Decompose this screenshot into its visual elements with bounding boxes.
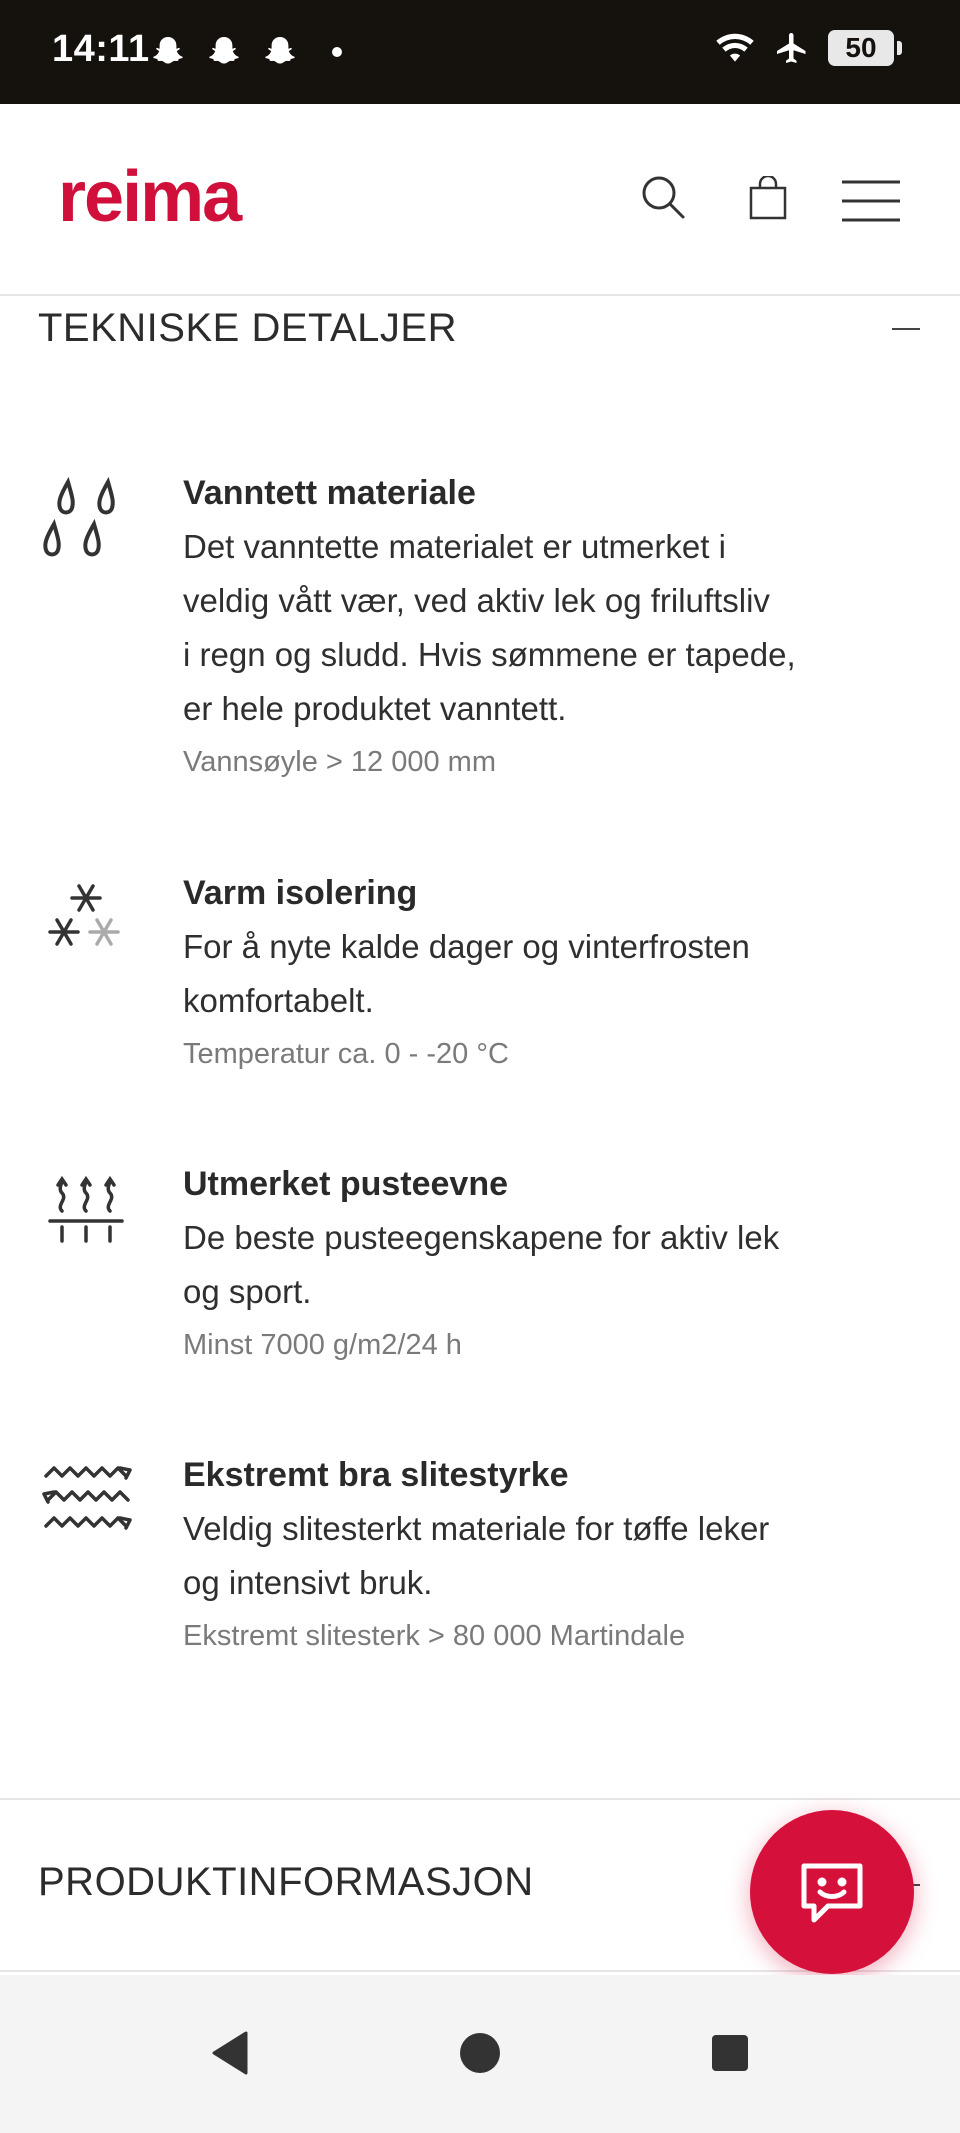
- search-icon[interactable]: [640, 174, 686, 220]
- desc-line: komfortabelt.: [183, 982, 374, 1019]
- feature-text: [183, 470, 922, 786]
- site-header: [0, 104, 960, 296]
- feature-text: [183, 870, 922, 1078]
- snapchat-icon: [150, 34, 186, 70]
- desc-line: veldig vått vær, ved aktiv lek og friluftsliv: [183, 582, 770, 619]
- water-drops-icon: [38, 472, 134, 568]
- feature-description: [183, 1211, 922, 1319]
- feature-title: Ekstremt bra slitestyrke: [183, 1456, 569, 1494]
- snowflakes-icon: [46, 880, 130, 964]
- menu-icon[interactable]: [842, 180, 900, 222]
- desc-line: Det vanntette materialet er utmerket i: [183, 528, 726, 565]
- feature-spec: Vannsøyle > 12 000 mm: [183, 746, 496, 778]
- desc-line: og intensivt bruk.: [183, 1564, 433, 1601]
- back-icon[interactable]: [210, 2031, 250, 2080]
- airplane-icon: [774, 30, 810, 66]
- shopping-bag-icon[interactable]: [748, 176, 788, 220]
- feature-spec: Minst 7000 g/m2/24 h: [183, 1329, 462, 1361]
- dot-icon: [332, 47, 342, 57]
- battery-icon: 50: [828, 30, 894, 66]
- abrasion-waves-icon: [38, 1462, 138, 1538]
- desc-line: er hele produktet vanntett.: [183, 690, 567, 727]
- feature-text: [183, 1161, 922, 1369]
- feature-title: Utmerket pusteevne: [183, 1165, 509, 1203]
- status-bar: [0, 0, 960, 104]
- feature-description: [183, 920, 922, 1028]
- reima-logo[interactable]: reima: [58, 157, 241, 237]
- feature-description: [183, 1502, 922, 1610]
- status-time: 14:11: [52, 28, 150, 70]
- feature-title: Vanntett materiale: [183, 474, 476, 512]
- product-info-title[interactable]: PRODUKTINFORMASJON: [38, 1860, 534, 1904]
- desc-line: i regn og sludd. Hvis sømmene er tapede,: [183, 636, 796, 673]
- desc-line: Veldig slitesterkt materiale for tøffe leker: [183, 1510, 770, 1547]
- feature-title: Varm isolering: [183, 874, 418, 912]
- recents-icon[interactable]: [710, 2033, 750, 2078]
- snapchat-icon: [206, 34, 242, 70]
- breathability-icon: [48, 1171, 124, 1247]
- desc-line: For å nyte kalde dager og vinterfrosten: [183, 928, 750, 965]
- tech-details-title[interactable]: TEKNISKE DETALJER: [38, 306, 457, 350]
- system-icons: [714, 30, 894, 66]
- feature-spec: Ekstremt slitesterk > 80 000 Martindale: [183, 1620, 686, 1652]
- feature-spec: Temperatur ca. 0 - -20 °C: [183, 1038, 509, 1070]
- system-nav-bar: [0, 1975, 960, 2133]
- desc-line: De beste pusteegenskapene for aktiv lek: [183, 1219, 780, 1256]
- collapse-icon[interactable]: [892, 328, 920, 330]
- notification-icons: [150, 34, 342, 70]
- feature-text: [183, 1452, 922, 1660]
- divider: [0, 1798, 960, 1800]
- feature-description: [183, 520, 922, 736]
- chat-button[interactable]: [750, 1810, 914, 1974]
- chat-smile-icon: [792, 1852, 872, 1932]
- desc-line: og sport.: [183, 1273, 312, 1310]
- home-icon[interactable]: [458, 2031, 502, 2080]
- wifi-icon: [714, 31, 756, 65]
- snapchat-icon: [262, 34, 298, 70]
